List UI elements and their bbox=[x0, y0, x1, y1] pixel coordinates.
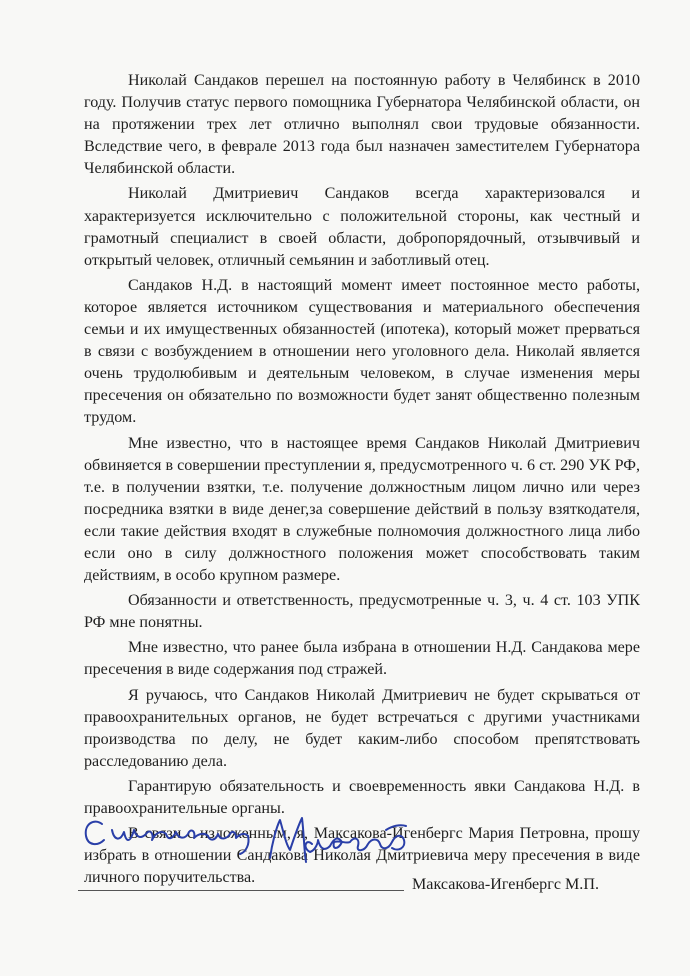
paragraph-guarantee: Я ручаюсь, что Сандаков Николай Дмитриевич не будет скрываться от правоохранительных органов, не будет встречаться с другими участниками производства по делу, не будет каким-либо способом препятствовать расследованию дела. bbox=[84, 686, 640, 770]
paragraph-request: В связи с изложенным, я, Максакова-Игенбергс Мария Петровна, прошу избрать в отношении Сандакова Николая Дмитриевича меру пресечения в виде личного поручительства. bbox=[84, 825, 640, 887]
signer-name: Максакова-Игенбергс М.П. bbox=[412, 876, 599, 893]
letter-body bbox=[84, 70, 640, 892]
paragraph-character: Николай Дмитриевич Сандаков всегда характеризовался и характеризуется исключительно с положительной стороны, как честный и грамотный специалист в своей области, добропорядочный, отзывчивый и открытый человек, отличный семьянин и заботливый отец. bbox=[84, 185, 640, 269]
paragraph-appearance: Гарантирую обязательность и своевременность явки Сандакова Н.Д. в правоохранительные органы. bbox=[84, 777, 640, 817]
signature-line bbox=[78, 890, 404, 891]
handwritten-signature bbox=[80, 800, 430, 890]
paragraph-charges: Мне известно, что в настоящее время Сандаков Николай Дмитриевич обвиняется в совершении преступлении я, предусмотренного ч. 6 ст. 290 УК РФ, т.е. в получении взятки, т.е. получение должностным лицом лично или через посредника взятки в виде денег,за совершение действий в пользу взяткодателя, если такие действия входят в служебные полномочия должностного лица либо если оно в силу должностного положения может способствовать таким действиям, в особо крупном размере. bbox=[84, 434, 640, 585]
paragraph-employment: Николай Сандаков перешел на постоянную работу в Челябинск в 2010 году. Получив статус первого помощника Губернатора Челябинской области, он на протяжении трех лет отлично выполнял свои трудовые обязанности. Вследствие чего, в феврале 2013 года был назначен заместителем Губернатора Челябинской области. bbox=[84, 72, 640, 178]
paragraph-responsibilities: Обязанности и ответственность, предусмотренные ч. 3, ч. 4 ст. 103 УПК РФ мне понятны. bbox=[84, 592, 640, 632]
paragraph-work-place: Сандаков Н.Д. в настоящий момент имеет постоянное место работы, которое является источником существования и материального обеспечения семьи и их имущественных обязанностей (ипотека), который может прерваться в связи с возбуждением в отношении него уголовного дела. Николай является очень трудолюбивым и деятельным человеком, в случае изменения меры пресечения он обязательно по возможности будет занят общественно полезным трудом. bbox=[84, 276, 640, 427]
paragraph-detention: Мне известно, что ранее была избрана в отношении Н.Д. Сандакова мере пресечения в виде содержания под стражей. bbox=[84, 639, 640, 679]
